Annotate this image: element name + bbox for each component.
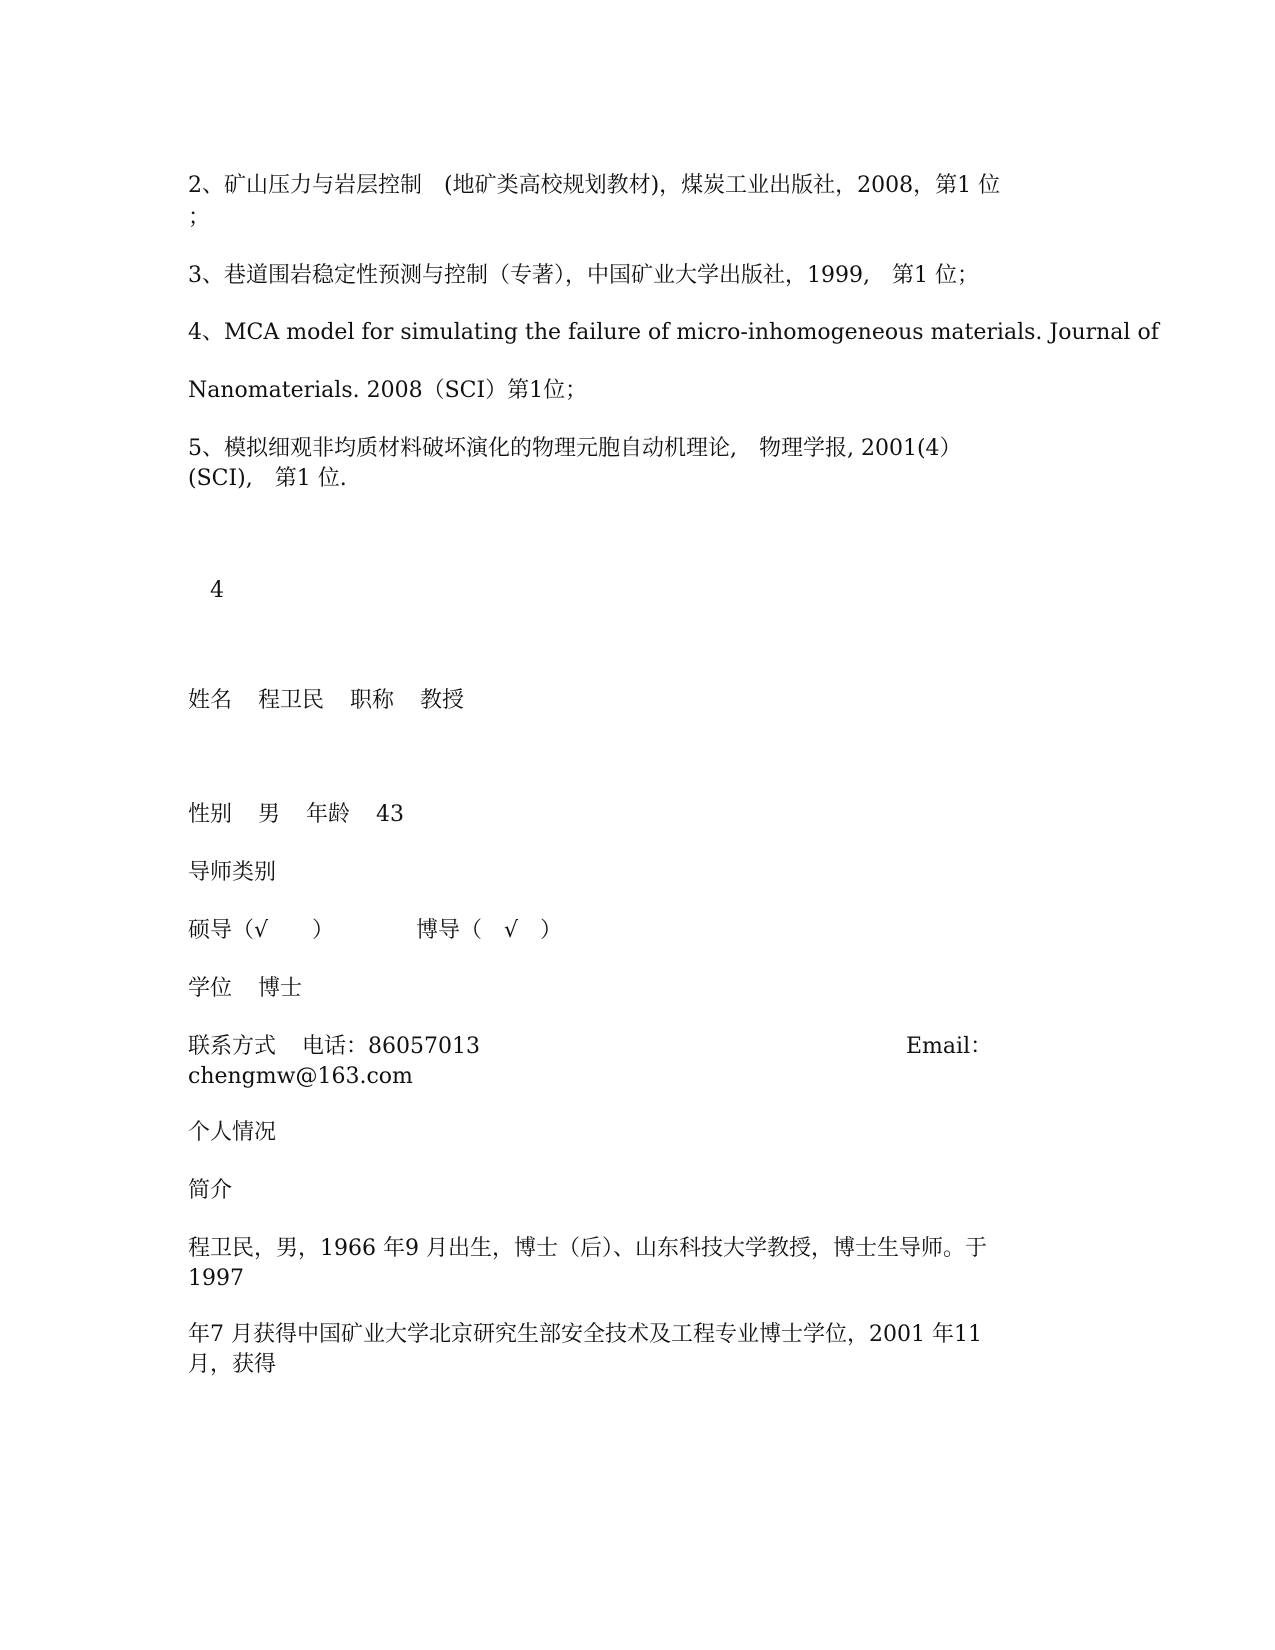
degree-row: [188, 974, 302, 1004]
contact-row: [188, 1032, 480, 1062]
personal-info-label: 个人情况: [188, 1120, 277, 1145]
publication-item-5-continuation: (SCI), 第1 位.: [188, 466, 347, 491]
age-value: 43: [376, 802, 405, 827]
section-number: 4: [210, 578, 224, 603]
contact-label: 联系方式: [188, 1034, 277, 1059]
introduction-label: 简介: [188, 1178, 233, 1203]
publication-item-2: 2、矿山压力与岩层控制 (地矿类高校规划教材)，煤炭工业出版社，2008，第1 位: [188, 173, 1001, 198]
email-label: Email：: [906, 1034, 993, 1059]
publication-item-5: 5、模拟细观非均质材料破坏演化的物理元胞自动机理论, 物理学报, 2001(4）: [188, 436, 962, 461]
gender-age-row: [188, 800, 404, 830]
publication-item-2-continuation: ；: [188, 205, 211, 230]
publication-item-4-continuation: Nanomaterials. 2008（SCI）第1位；: [188, 378, 588, 403]
supervisor-type-row: [188, 916, 562, 946]
bio-line-1: 程卫民，男，1966 年9 月出生，博士（后）、山东科技大学教授，博士生导师。于: [188, 1236, 987, 1261]
bio-line-3: 年7 月获得中国矿业大学北京研究生部安全技术及工程专业博士学位，2001 年11: [188, 1322, 982, 1347]
gender-value: 男: [258, 802, 281, 827]
title-label: 职称: [350, 688, 395, 713]
age-label: 年龄: [306, 802, 351, 827]
email-address: chengmw@163.com: [188, 1064, 413, 1089]
bio-line-4: 月，获得: [188, 1352, 277, 1377]
degree-label: 学位: [188, 976, 233, 1001]
phone-number: 电话：86057013: [302, 1034, 480, 1059]
publication-item-4: 4、MCA model for simulating the failure of micro-inhomogeneous materials. Journal of: [188, 320, 1159, 345]
doctoral-supervisor: 博导（ √ ）: [416, 918, 563, 943]
name-title-row: [188, 686, 464, 716]
publication-item-3: 3、巷道围岩稳定性预测与控制（专著），中国矿业大学出版社，1999, 第1 位；: [188, 263, 979, 288]
degree-value: 博士: [258, 976, 303, 1001]
bio-line-2: 1997: [188, 1266, 244, 1291]
supervisor-type-label: 导师类别: [188, 860, 277, 885]
name-label: 姓名: [188, 688, 233, 713]
gender-label: 性别: [188, 802, 233, 827]
name-value: 程卫民: [258, 688, 325, 713]
master-supervisor: 硕导（√ ）: [188, 918, 335, 943]
title-value: 教授: [420, 688, 465, 713]
